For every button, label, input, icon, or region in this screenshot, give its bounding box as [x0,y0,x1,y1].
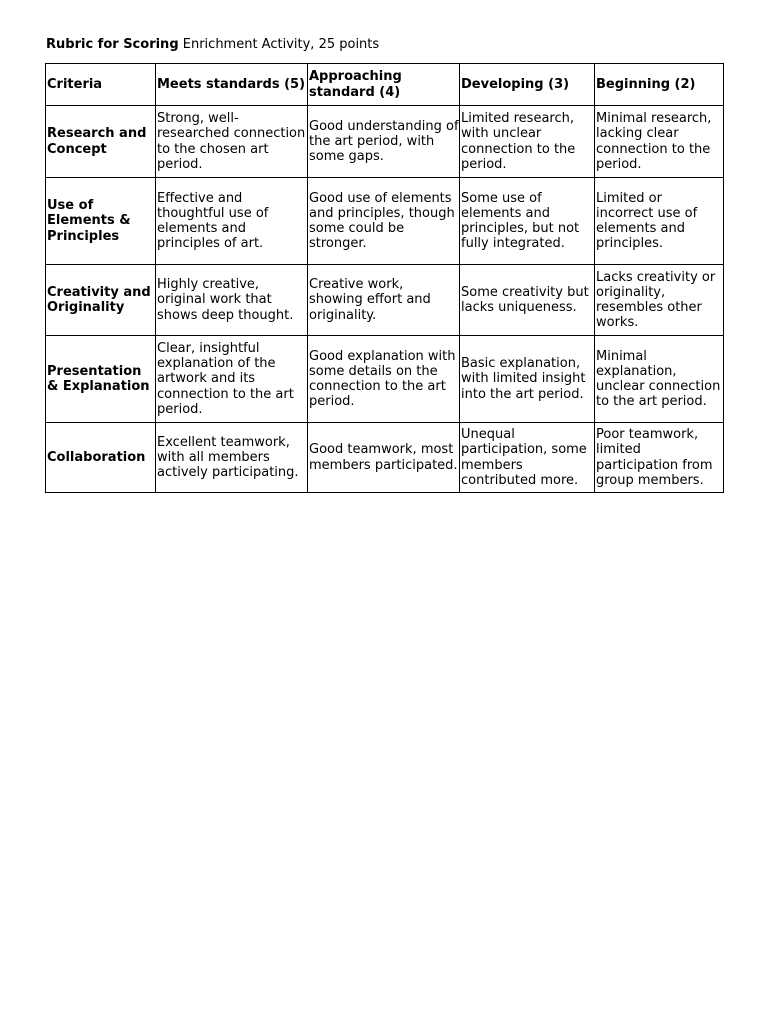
rubric-cell: Highly creative, original work that shows deep thought. [156,265,308,336]
rubric-cell: Excellent teamwork, with all members actively participating. [156,423,308,493]
rubric-cell: Effective and thoughtful use of elements and principles of art. [156,178,308,265]
criterion-cell: Presentation & Explanation [46,336,156,423]
rubric-cell: Basic explanation, with limited insight into the art period. [460,336,595,423]
column-header-meets-standards: Meets standards (5) [156,64,308,106]
rubric-cell: Poor teamwork, limited participation from group members. [595,423,724,493]
criterion-cell: Research and Concept [46,106,156,178]
rubric-cell: Good understanding of the art period, with some gaps. [308,106,460,178]
table-row [46,265,724,336]
criterion-cell: Use of Elements & Principles [46,178,156,265]
rubric-table [45,63,724,493]
rubric-cell: Minimal research, lacking clear connection to the period. [595,106,724,178]
rubric-cell: Good use of elements and principles, though some could be stronger. [308,178,460,265]
rubric-cell: Creative work, showing effort and originality. [308,265,460,336]
column-header-approaching-standard: Approaching standard (4) [308,64,460,106]
page-title [46,37,379,53]
table-row [46,423,724,493]
column-header-developing: Developing (3) [460,64,595,106]
rubric-cell: Clear, insightful explanation of the artwork and its connection to the art period. [156,336,308,423]
rubric-cell: Some use of elements and principles, but not fully integrated. [460,178,595,265]
rubric-cell: Lacks creativity or originality, resembles other works. [595,265,724,336]
table-row [46,336,724,423]
page-title-rest: Enrichment Activity, 25 points [178,37,380,52]
rubric-cell: Some creativity but lacks uniqueness. [460,265,595,336]
table-row [46,106,724,178]
table-row [46,178,724,265]
page-title-bold: Rubric for Scoring [46,37,179,52]
column-header-beginning: Beginning (2) [595,64,724,106]
rubric-cell: Strong, well-researched connection to the chosen art period. [156,106,308,178]
rubric-cell: Unequal participation, some members contributed more. [460,423,595,493]
table-header-row [46,64,724,106]
rubric-cell: Good explanation with some details on the connection to the art period. [308,336,460,423]
rubric-cell: Good teamwork, most members participated. [308,423,460,493]
rubric-cell: Minimal explanation, unclear connection to the art period. [595,336,724,423]
criterion-cell: Collaboration [46,423,156,493]
criterion-cell: Creativity and Originality [46,265,156,336]
rubric-cell: Limited research, with unclear connection to the period. [460,106,595,178]
rubric-cell: Limited or incorrect use of elements and principles. [595,178,724,265]
column-header-criteria: Criteria [46,64,156,106]
